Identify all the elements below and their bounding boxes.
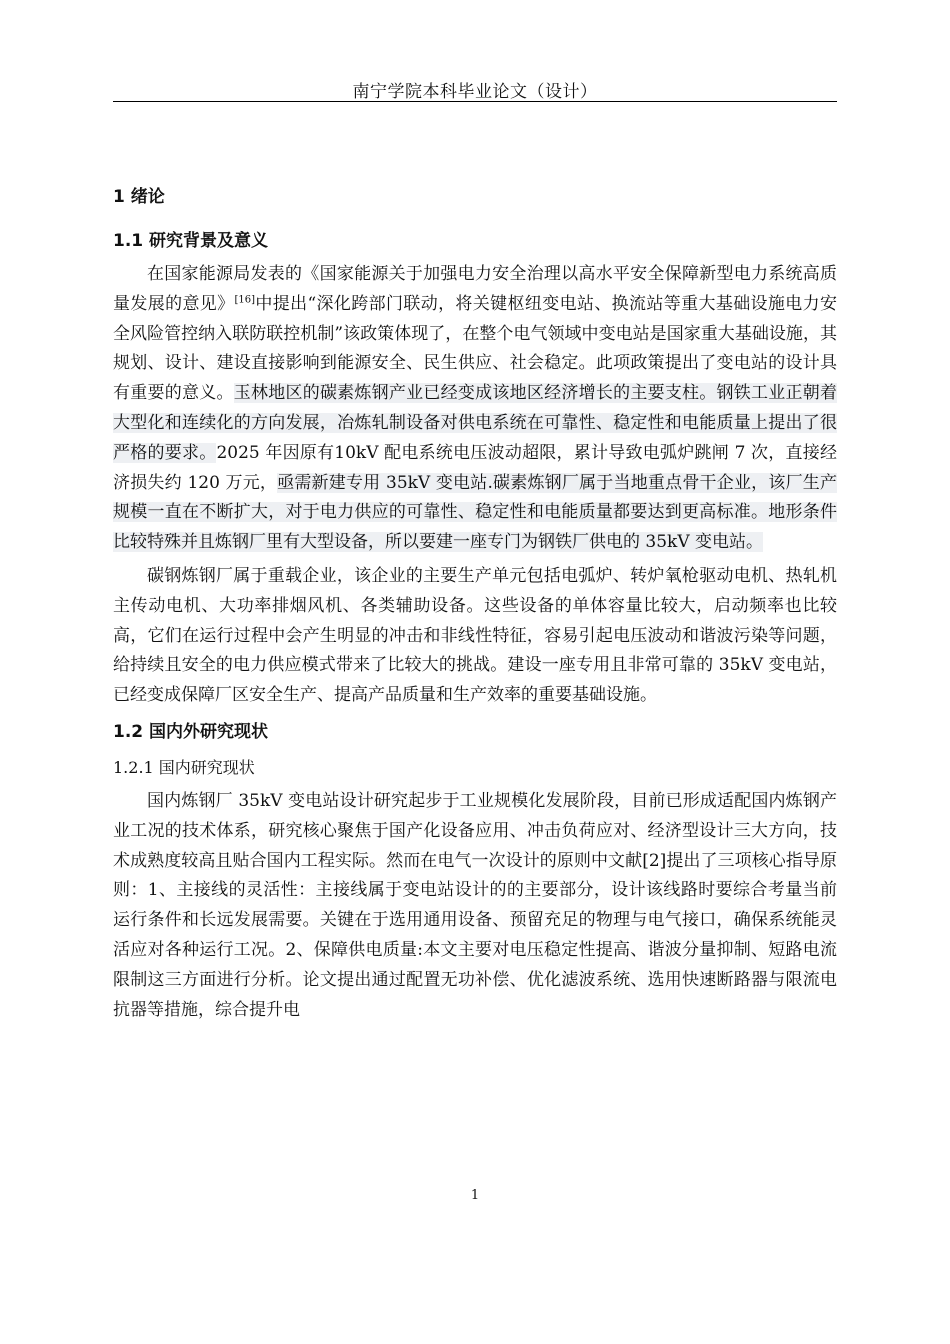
header-divider	[113, 101, 837, 102]
document-body	[113, 180, 837, 1029]
citation-ref: [16]	[234, 294, 256, 306]
chapter-title: 1 绪论	[113, 187, 165, 207]
paragraph-domestic-research: 国内炼钢厂 35kV 变电站设计研究起步于工业规模化发展阶段，目前已形成适配国内炼钢产业工况的技术体系，研究核心聚焦于国产化设备应用、冲击负荷应对、经济型设计三大方向，技术成熟度较高且贴合国内工程实际。然而在电气一次设计的原则中文献[2]提出了三项核心指导原则：1、主接线的灵活性：主接线属于变电站设计的的主要部分，设计该线路时要综合考量当前运行条件和长远发展需要。关键在于选用通用设备、预留充足的物理与电气接口，确保系统能灵活应对各种运行工况。2、保障供电质量:本文主要对电压稳定性提高、谐波分量抑制、短路电流限制这三方面进行分析。论文提出通过配置无功补偿、优化滤波系统、选用快速断路器与限流电抗器等措施，综合提升电	[113, 790, 837, 1020]
highlighted-text: 亟需新建专用 35kV 变电站.碳素炼钢厂属于当地重点骨干企业，该厂生产规模一直在不断扩大，对于电力供应的可靠性、稳定性和电能质量都要达到更高标准。地形条件比较特殊并且炼钢厂里有大型设备，所以要建一座专门为钢铁厂供电的 35kV 变电站。	[113, 472, 838, 553]
subsection-title-1-2-1: 1.2.1 国内研究现状	[113, 757, 255, 777]
paragraph-text: 在国家能源局发表的《国家能源关于加强电力安全治理以高水平安全保障新型电力系统高质量发展的意见》	[113, 264, 837, 314]
page-number: 1	[470, 1188, 480, 1203]
section-title-1-1: 1.1 研究背景及意义	[113, 231, 269, 251]
paragraph-significance: 碳钢炼钢厂属于重载企业，该企业的主要生产单元包括电弧炉、转炉氧枪驱动电机、热轧机主传动电机、大功率排烟风机、各类辅助设备。这些设备的单体容量比较大，启动频率也比较高，它们在运行过程中会产生明显的冲击和非线性特征，容易引起电压波动和谐波污染等问题，给持续且安全的电力供应模式带来了比较大的挑战。建设一座专用且非常可靠的 35kV 变电站，已经变成保障厂区安全生产、提高产品质量和生产效率的重要基础设施。	[113, 565, 837, 706]
highlighted-text: 玉林地区的碳素炼钢产业已经变成该地区经济增长的主要支柱。钢铁工业正朝着大型化和连续化的方向发展，冶炼轧制设备对供电系统在可靠性、稳定性和电能质量上提出了很严格的要求。	[113, 383, 838, 463]
section-title-1-2: 1.2 国内外研究现状	[113, 721, 269, 742]
running-header-title: 南宁学院本科毕业论文（设计）	[352, 82, 598, 102]
paragraph-text: 中提出“深化跨部门联动，将关键枢纽变电站、换流站等重大基础设施电力安全风险管控纳入联防联控机制”该政策体现了，在整个电气领域中变电站是国家重大基础设施，其规划、设计、建设直接影响到能源安全、民生供应、社会稳定。此项政策提出了变电站的设计具有重要的意义。	[113, 293, 837, 404]
paragraph-background	[113, 260, 837, 558]
paragraph-text: 2025 年因原有10kV 配电系统电压波动超限，累计导致电弧炉跳闸 7 次，直接经济损失约 120 万元，	[113, 442, 837, 493]
